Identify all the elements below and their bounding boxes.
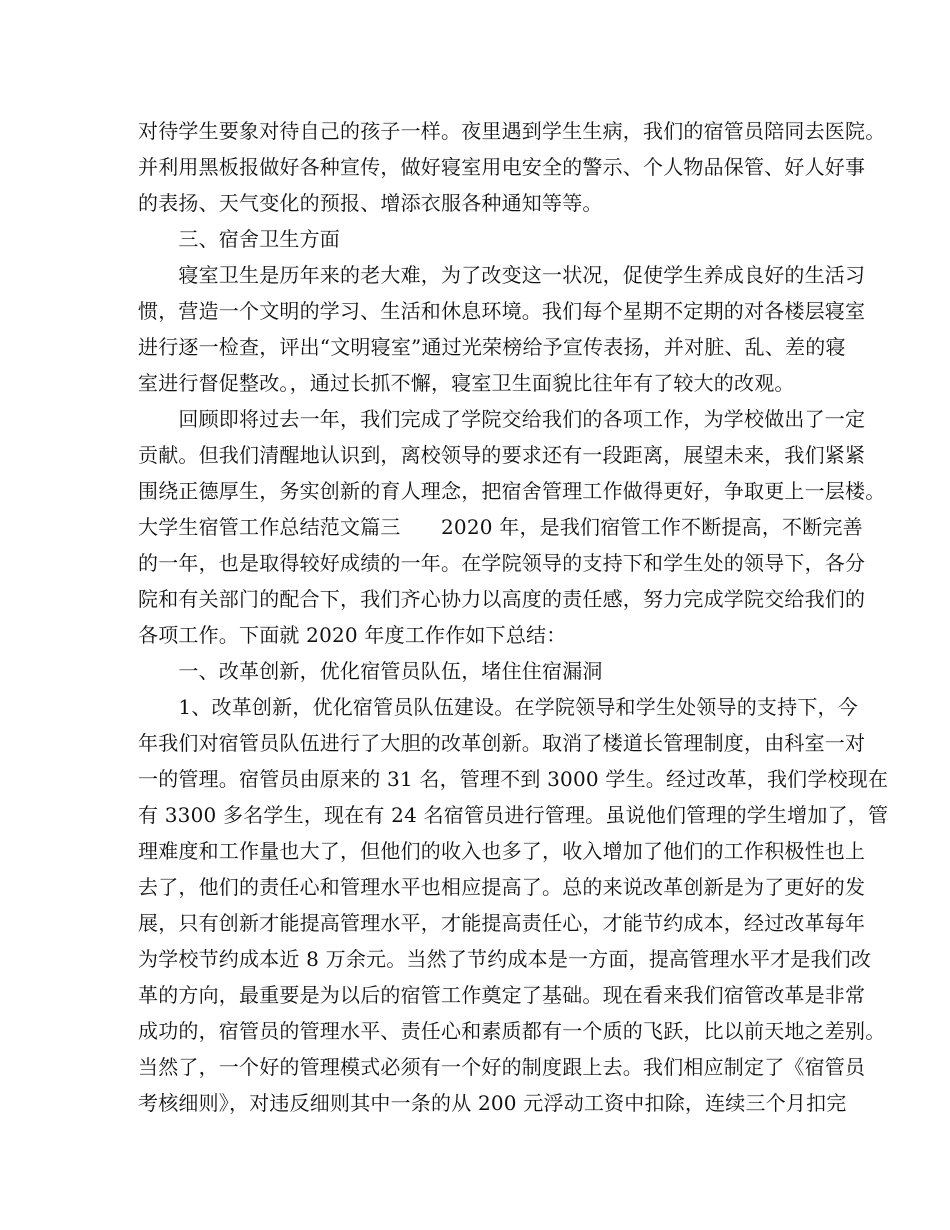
text-line: 一、改革创新，优化宿管员队伍，堵住住宿漏洞 bbox=[138, 659, 603, 683]
text-line: 三、宿舍卫生方面 bbox=[138, 227, 340, 251]
text-line: 有 3300 多名学生，现在有 24 名宿管员进行管理。虽说他们管理的学生增加了，管 bbox=[138, 803, 889, 827]
text-line: 各项工作。下面就 2020 年度工作作如下总结： bbox=[138, 623, 567, 647]
text-line: 的一年，也是取得较好成绩的一年。在学院领导的支持下和学生处的领导下，各分 bbox=[138, 551, 866, 575]
text-line: 大学生宿管工作总结范文篇三 2020 年，是我们宿管工作不断提高，不断完善 bbox=[138, 515, 863, 539]
text-line: 对待学生要象对待自己的孩子一样。夜里遇到学生生病，我们的宿管员陪同去医院。 bbox=[138, 119, 886, 143]
text-line: 当然了，一个好的管理模式必须有一个好的制度跟上去。我们相应制定了《宿管员 bbox=[138, 1055, 866, 1079]
text-line: 惯，营造一个文明的学习、生活和休息环境。我们每个星期不定期的对各楼层寝室 bbox=[138, 299, 866, 323]
text-line: 贡献。但我们清醒地认识到，离校领导的要求还有一段距离，展望未来，我们紧紧 bbox=[138, 443, 866, 467]
text-line: 为学校节约成本近 8 万余元。当然了节约成本是一方面，提高管理水平才是我们改 bbox=[138, 947, 872, 971]
text-line: 成功的，宿管员的管理水平、责任心和素质都有一个质的飞跃，比以前天地之差别。 bbox=[138, 1019, 886, 1043]
text-line: 革的方向，最重要是为以后的宿管工作奠定了基础。现在看来我们宿管改革是非常 bbox=[138, 983, 866, 1007]
text-line: 年我们对宿管员队伍进行了大胆的改革创新。取消了楼道长管理制度，由科室一对 bbox=[138, 731, 866, 755]
text-line: 回顾即将过去一年，我们完成了学院交给我们的各项工作，为学校做出了一定 bbox=[138, 407, 866, 431]
text-line: 一的管理。宿管员由原来的 31 名，管理不到 3000 学生。经过改革，我们学校现在 bbox=[138, 767, 889, 791]
text-line: 理难度和工作量也大了，但他们的收入也多了，收入增加了他们的工作积极性也上 bbox=[138, 839, 866, 863]
text-line: 进行逐一检查，评出“文明寝室”通过光荣榜给予宣传表扬，并对脏、乱、差的寝 bbox=[138, 335, 846, 359]
text-line: 室进行督促整改。，通过长抓不懈，寝室卫生面貌比往年有了较大的改观。 bbox=[138, 371, 795, 395]
text-line: 的表扬、天气变化的预报、增添衣服各种通知等等。 bbox=[138, 191, 603, 215]
text-line: 去了，他们的责任心和管理水平也相应提高了。总的来说改革创新是为了更好的发 bbox=[138, 875, 866, 899]
text-line: 展，只有创新才能提高管理水平，才能提高责任心，才能节约成本，经过改革每年 bbox=[138, 911, 866, 935]
text-line: 1、改革创新，优化宿管员队伍建设。在学院领导和学生处领导的支持下，今 bbox=[138, 695, 858, 719]
text-line: 考核细则》，对违反细则其中一条的从 200 元浮动工资中扣除，连续三个月扣完 bbox=[138, 1091, 847, 1115]
text-line: 并利用黑板报做好各种宣传，做好寝室用电安全的警示、个人物品保管、好人好事 bbox=[138, 155, 866, 179]
text-line: 寝室卫生是历年来的老大难，为了改变这一状况，促使学生养成良好的生活习 bbox=[138, 263, 866, 287]
text-line: 围绕正德厚生，务实创新的育人理念，把宿舍管理工作做得更好，争取更上一层楼。 bbox=[138, 479, 886, 503]
text-line: 院和有关部门的配合下，我们齐心协力以高度的责任感，努力完成学院交给我们的 bbox=[138, 587, 866, 611]
